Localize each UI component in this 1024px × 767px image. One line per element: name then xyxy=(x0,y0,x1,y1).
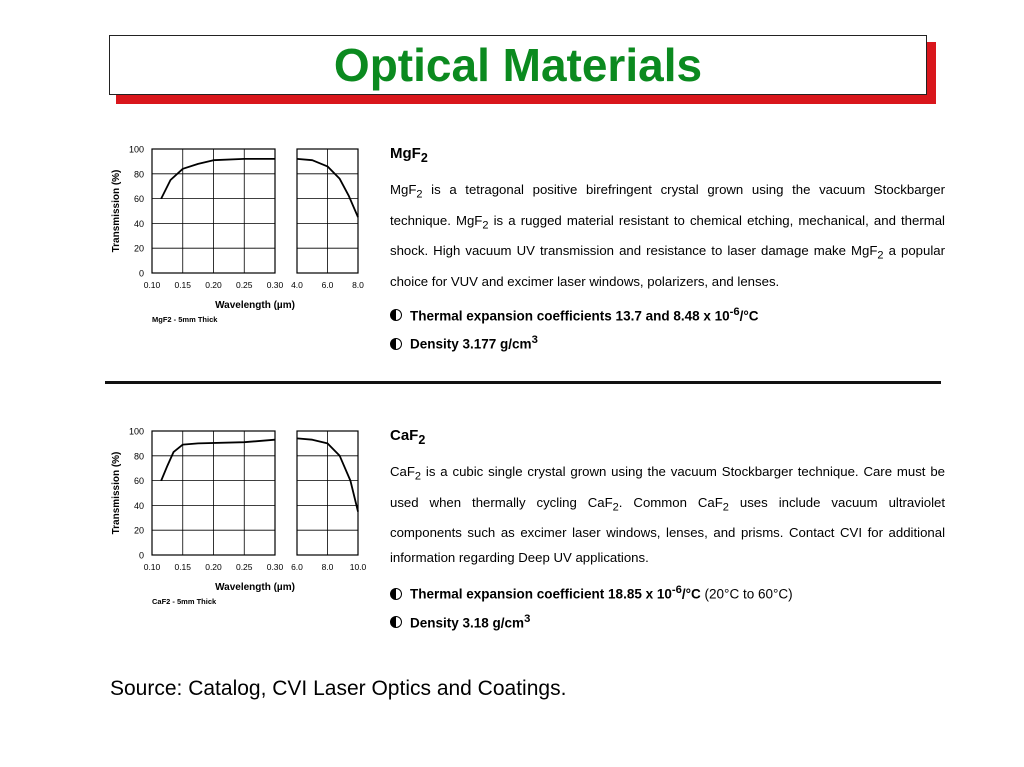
half-circle-bullet-icon xyxy=(390,309,402,321)
left-panel-x-tick-label: 0.25 xyxy=(235,280,253,290)
left-panel-x-tick-label: 0.15 xyxy=(174,280,192,290)
left-panel-x-tick-label: 0.10 xyxy=(143,562,161,572)
left-panel-x-tick-label: 0.15 xyxy=(174,562,192,572)
left-panel-x-tick-label: 0.30 xyxy=(266,562,284,572)
mgf2-bullet-density: Density 3.177 $g/cm^3$ xyxy=(390,328,945,357)
left-panel-transmission-curve xyxy=(161,440,275,481)
source-citation: Source: Catalog, CVI Laser Optics and Coatings. xyxy=(110,677,567,700)
title-box xyxy=(109,35,927,95)
x-axis-label: Wavelength (µm) xyxy=(215,300,295,311)
left-panel-x-tick-label: 0.25 xyxy=(235,562,253,572)
page-title: Optical Materials xyxy=(333,39,703,91)
left-panel-x-tick-label: 0.20 xyxy=(205,562,222,572)
right-panel-x-tick-label: 6.0 xyxy=(291,562,303,572)
left-panel-transmission-curve xyxy=(161,159,275,199)
half-circle-bullet-icon xyxy=(390,338,402,350)
half-circle-bullet-icon xyxy=(390,588,402,600)
y-tick-label: 80 xyxy=(133,451,144,462)
y-tick-label: 20 xyxy=(133,525,144,536)
caf2-bullet-density: Density 3.18 $g/cm^3$ xyxy=(390,607,945,636)
y-tick-label: 0 xyxy=(138,268,144,279)
y-axis-label: Transmission (%) xyxy=(111,169,122,253)
half-circle-bullet-icon xyxy=(390,616,402,628)
y-tick-label: 60 xyxy=(133,194,144,205)
y-tick-label: 80 xyxy=(133,169,144,180)
chart-caption: CaF2 - 5mm Thick xyxy=(152,597,217,606)
right-panel-x-tick-label: 8.0 xyxy=(321,562,334,572)
left-panel-x-tick-label: 0.30 xyxy=(266,280,284,290)
y-tick-label: 100 xyxy=(128,144,144,155)
mgf2-heading: MgF$_2$ xyxy=(390,145,428,165)
y-axis-label: Transmission (%) xyxy=(111,451,122,535)
caf2-transmission-chart xyxy=(100,422,380,617)
right-panel-x-tick-label: 4.0 xyxy=(291,280,303,290)
y-tick-label: 60 xyxy=(133,476,144,487)
section-divider xyxy=(105,381,941,384)
y-tick-label: 100 xyxy=(128,426,144,437)
right-panel-x-tick-label: 6.0 xyxy=(321,280,334,290)
y-tick-label: 40 xyxy=(133,500,144,511)
right-panel-x-tick-label: 10.0 xyxy=(349,562,367,572)
mgf2-section xyxy=(390,145,945,357)
mgf2-transmission-chart xyxy=(100,140,380,335)
caf2-section xyxy=(390,427,945,635)
mgf2-bullet-thermal: Thermal expansion coefficients 13.7 and 8.48 x $10^{-6}/^\circ C$ xyxy=(390,300,945,329)
y-tick-label: 0 xyxy=(138,550,144,561)
mgf2-description: MgF$_2$ is a tetragonal positive birefringent crystal grown using the vacuum Stockbarger technique. MgF$_2$ is a rugged material resistant to chemical etching, mechanical, and thermal shock. High vacuum UV transmission and resistance to laser damage make MgF$_2$ a popular choice for VUV and excimer laser windows, polarizers, and lenses. xyxy=(390,182,945,289)
caf2-bullet-thermal: Thermal expansion coefficient 18.85 x $10^{-6}/^\circ C$ (20°C to 60°C) xyxy=(390,578,945,607)
right-panel-x-tick-label: 8.0 xyxy=(352,280,364,290)
y-tick-label: 40 xyxy=(133,218,144,229)
x-axis-label: Wavelength (µm) xyxy=(215,582,295,593)
chart-caption: MgF2 - 5mm Thick xyxy=(152,315,218,324)
y-tick-label: 20 xyxy=(133,243,144,254)
caf2-heading: CaF$_2$ xyxy=(390,427,426,447)
caf2-description: CaF$_2$ is a cubic single crystal grown using the vacuum Stockbarger technique. Care must be used when thermally cycling CaF$_2$. Common CaF$_2$ uses include vacuum ultraviolet components such as excimer laser windows, lenses, and prisms. Contact CVI for additional information regarding Deep UV applications. xyxy=(390,464,946,566)
left-panel-x-tick-label: 0.10 xyxy=(143,280,161,290)
left-panel-x-tick-label: 0.20 xyxy=(205,280,222,290)
